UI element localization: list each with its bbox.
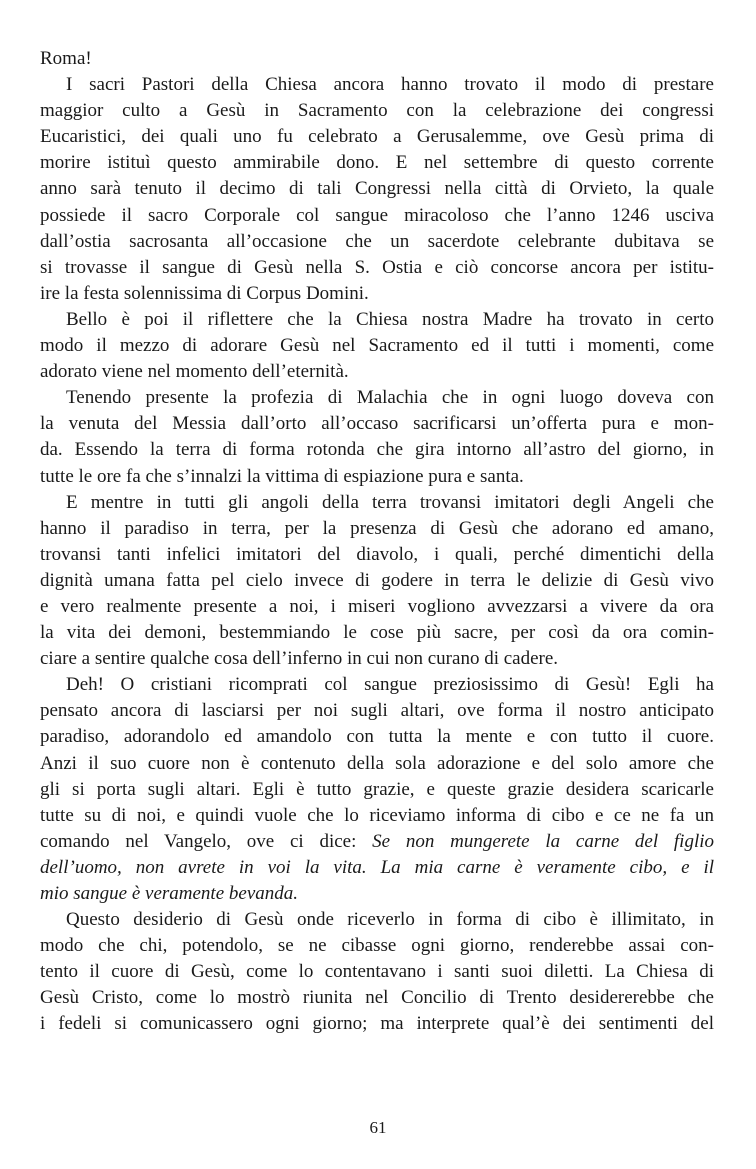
text-run: pensato ancora di lasciarsi per noi sugli altari, ove forma il nostro anticipato [40, 700, 714, 722]
text-line [40, 307, 714, 333]
text-line [40, 594, 714, 620]
text-run: tento il cuore di Gesù, come lo contentavano i santi suoi diletti. La Chiesa di [40, 961, 714, 983]
text-run: E mentre in tutti gli angoli della terra trovansi imitatori degli Angeli che [66, 491, 714, 513]
text-line [40, 464, 714, 490]
page-body [40, 46, 714, 1038]
page-number: 61 [369, 1118, 387, 1137]
text-run: trovansi tanti infelici imitatori del diavolo, i quali, perché dimentichi della [40, 543, 714, 565]
text-line [40, 124, 714, 150]
text-line [40, 176, 714, 202]
text-run: la venuta del Messia dall’orto all’occaso sacrificarsi un’offerta pura e mon- [40, 413, 714, 435]
text-line [40, 907, 714, 933]
text-run: hanno il paradiso in terra, per la presenza di Gesù che adorano ed amano, [40, 517, 714, 539]
text-run: paradiso, adorandolo ed amandolo con tutta la mente e con tutto il cuore. [40, 726, 714, 748]
text-run: tutte le ore fa che s’innalzi la vittima di espiazione pura e santa. [40, 465, 524, 487]
text-line [40, 281, 714, 307]
text-line [40, 829, 714, 855]
text-run: adorato viene nel momento dell’eternità. [40, 361, 349, 383]
text-run: maggior culto a Gesù in Sacramento con la celebrazione dei congressi [40, 100, 714, 122]
text-line [40, 1011, 714, 1037]
text-line [40, 359, 714, 385]
body-text [40, 46, 714, 1038]
text-line [40, 698, 714, 724]
text-run: dignità umana fatta pel cielo invece di godere in terra le delizie di Gesù vivo [40, 569, 714, 591]
text-line [40, 751, 714, 777]
text-line [40, 985, 714, 1011]
text-line [40, 255, 714, 281]
text-line [40, 881, 714, 907]
text-line [40, 620, 714, 646]
text-run: Deh! O cristiani ricomprati col sangue preziosissimo di Gesù! Egli ha [66, 674, 714, 696]
text-run: comando nel Vangelo, ove ci dice: [40, 830, 373, 852]
text-run: la vita dei demoni, bestemmiando le cose più sacre, per così da ora comin- [40, 622, 714, 644]
text-line [40, 411, 714, 437]
text-run: e vero realmente presente a noi, i miseri vogliono avvezzarsi a vivere da ora [40, 595, 714, 617]
text-line [40, 203, 714, 229]
text-line [40, 98, 714, 124]
text-run: Tenendo presente la profezia di Malachia che in ogni luogo doveva con [66, 387, 714, 409]
text-line [40, 333, 714, 359]
text-run: da. Essendo la terra di forma rotonda che gira intorno all’astro del giorno, in [40, 439, 714, 461]
text-line [40, 229, 714, 255]
text-run: possiede il sacro Corporale col sangue miracoloso che l’anno 1246 usciva [40, 204, 714, 226]
text-line [40, 516, 714, 542]
text-run: si trovasse il sangue di Gesù nella S. Ostia e ciò concorse ancora per istitu- [40, 256, 714, 278]
text-line [40, 855, 714, 881]
text-line [40, 150, 714, 176]
text-run: I sacri Pastori della Chiesa ancora hanno trovato il modo di prestare [66, 74, 714, 96]
text-line [40, 568, 714, 594]
text-run: Anzi il suo cuore non è contenuto della sola adorazione e del solo amore che [40, 752, 714, 774]
text-run: morire istituì questo ammirabile dono. E nel settembre di questo corrente [40, 152, 714, 174]
text-run: ciare a sentire qualche cosa dell’inferno in cui non curano di cadere. [40, 648, 559, 670]
text-line [40, 777, 714, 803]
text-run: ire la festa solennissima di Corpus Domini. [40, 282, 369, 304]
text-line [40, 959, 714, 985]
text-line [40, 437, 714, 463]
text-run: i fedeli si comunicassero ogni giorno; ma interprete qual’è dei sentimenti del [40, 1013, 714, 1035]
text-run: Roma! [40, 48, 92, 69]
text-line [40, 672, 714, 698]
italic-run: mio sangue è veramente bevanda. [40, 883, 299, 904]
text-run: dall’ostia sacrosanta all’occasione che un sacerdote celebrante dubitava se [40, 230, 714, 252]
text-run: Bello è poi il riflettere che la Chiesa nostra Madre ha trovato in certo [66, 308, 714, 330]
text-line [40, 542, 714, 568]
text-run: tutte su di noi, e quindi vuole che lo riceviamo informa di cibo e ce ne fa un [40, 804, 714, 826]
text-run: Eucaristici, dei quali uno fu celebrato a Gerusalemme, ove Gesù prima di [40, 126, 714, 148]
text-line [40, 724, 714, 750]
text-line [40, 46, 714, 72]
italic-run: dell’uomo, non avrete in voi la vita. La mia carne è veramente cibo, e il [40, 856, 714, 878]
text-run: modo il mezzo di adorare Gesù nel Sacramento ed il tutti i momenti, come [40, 335, 714, 357]
text-line [40, 933, 714, 959]
italic-run: Se non mungerete la carne del figlio [372, 830, 714, 852]
text-line [40, 385, 714, 411]
text-run: modo che chi, potendolo, se ne cibasse ogni giorno, renderebbe assai con- [40, 935, 714, 957]
text-run: gli si porta sugli altari. Egli è tutto grazie, e queste grazie desidera scaricarle [40, 778, 714, 800]
text-line [40, 646, 714, 672]
text-run: anno sarà tenuto il decimo di tali Congressi nella città di Orvieto, la quale [40, 178, 714, 200]
text-line [40, 490, 714, 516]
text-run: Gesù Cristo, come lo mostrò riunita nel Concilio di Trento desidererebbe che [40, 987, 714, 1009]
text-line [40, 72, 714, 98]
text-line [40, 803, 714, 829]
text-run: Questo desiderio di Gesù onde riceverlo in forma di cibo è illimitato, in [66, 909, 714, 931]
